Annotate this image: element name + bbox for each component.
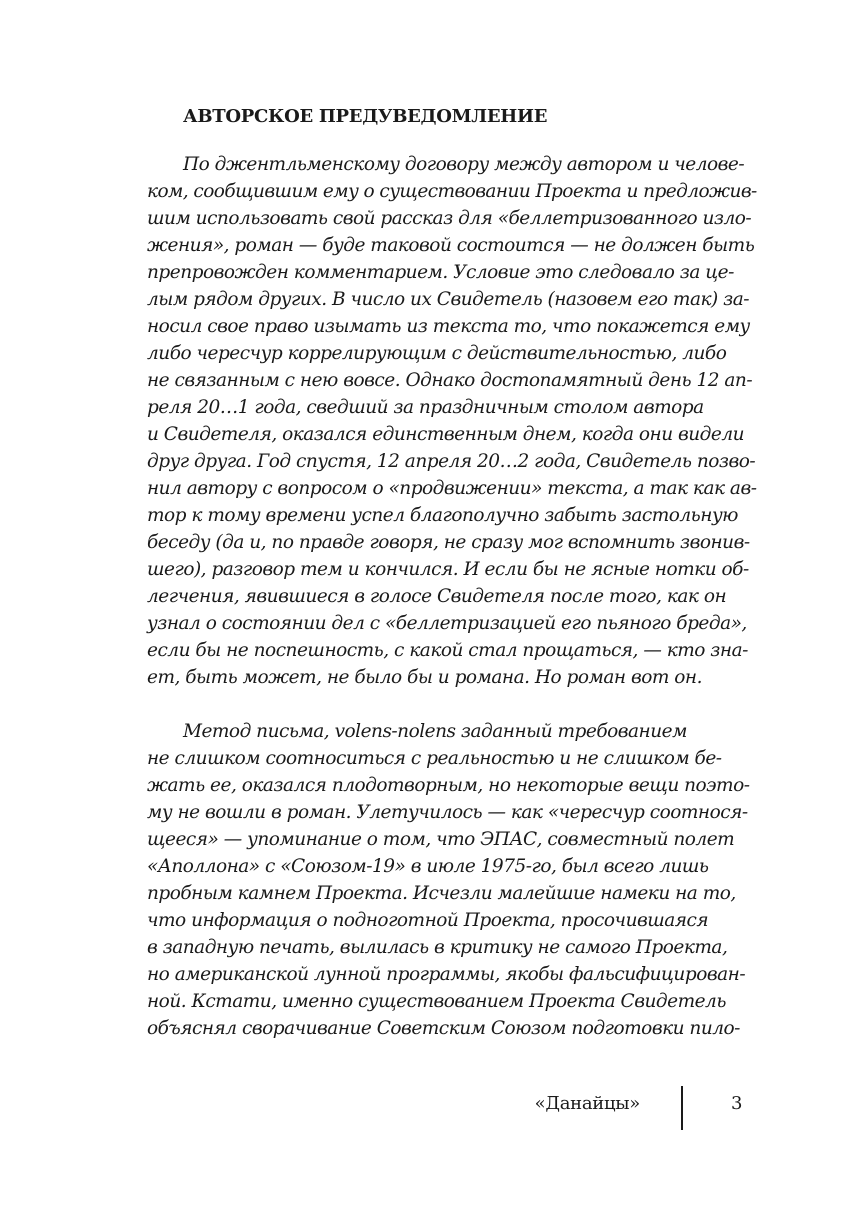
text-line: жать ее, оказался плодотворным, но некоторые вещи поэто- (147, 775, 750, 796)
text-line: беседу (да и, по правде говоря, не сразу мог вспомнить звонив- (147, 532, 750, 553)
paragraph-1 (147, 151, 757, 691)
text-line: носил свое право изымать из текста то, что покажется ему (147, 316, 750, 337)
text-line: реля 20…1 года, сведший за праздничным столом автора (147, 397, 704, 418)
page-number: 3 (731, 1093, 743, 1114)
text-line: узнал о состоянии дел с «беллетризацией его пьяного бреда», (147, 613, 747, 634)
text-line: если бы не поспешность, с какой стал прощаться, — кто зна- (147, 640, 748, 661)
text-line: и Свидетеля, оказался единственным днем, когда они видели (147, 424, 745, 445)
text-line: либо чересчур коррелирующим с действительностью, либо (147, 343, 727, 364)
text-line: но американской лунной программы, якобы фальсифицирован- (147, 964, 746, 985)
text-line: «Аполлона» с «Союзом-19» в июле 1975-го, был всего лишь (147, 856, 709, 877)
text-line: му не вошли в роман. Улетучилось — как «чересчур соотнося- (147, 802, 748, 823)
text-line: пробным камнем Проекта. Исчезли малейшие намеки на то, (147, 883, 736, 904)
text-line: щееся» — упоминание о том, что ЭПАС, совместный полет (147, 829, 735, 850)
text-line: друг друга. Год спустя, 12 апреля 20…2 года, Свидетель позво- (147, 451, 756, 472)
text-line: жения», роман — буде таковой состоится — не должен быть (147, 235, 755, 256)
text-line: что информация о подноготной Проекта, просочившаяся (147, 910, 709, 931)
section-heading: АВТОРСКОЕ ПРЕДУВЕДОМЛЕНИЕ (183, 106, 548, 127)
text-line: в западную печать, вылилась в критику не самого Проекта, (147, 937, 728, 958)
running-title: «Данайцы» (534, 1093, 640, 1114)
text-line: ет, быть может, не было бы и романа. Но роман вот он. (147, 667, 702, 688)
text-line: объяснял сворачивание Советским Союзом подготовки пило- (147, 1018, 740, 1039)
text-line: Метод письма, volens-nolens заданный требованием (183, 721, 687, 742)
footer-divider (681, 1086, 683, 1130)
text-line: По джентльменскому договору между автором и челове- (183, 154, 745, 175)
text-line: препровожден комментарием. Условие это следовало за це- (147, 262, 734, 283)
text-line: шего), разговор тем и кончился. И если бы не ясные нотки об- (147, 559, 749, 580)
text-line: не слишком соотноситься с реальностью и не слишком бе- (147, 748, 722, 769)
text-line: ной. Кстати, именно существованием Проекта Свидетель (147, 991, 726, 1012)
text-line: лым рядом других. В число их Свидетель (назовем его так) за- (147, 289, 750, 310)
text-line: нил автору с вопросом о «продвижении» текста, а так как ав- (147, 478, 757, 499)
paragraph-2 (147, 718, 757, 1042)
text-line: ком, сообщившим ему о существовании Проекта и предложив- (147, 181, 757, 202)
text-line: не связанным с нею вовсе. Однако достопамятный день 12 ап- (147, 370, 753, 391)
text-line: легчения, явившиеся в голосе Свидетеля после того, как он (147, 586, 727, 607)
text-line: шим использовать свой рассказ для «беллетризованного изло- (147, 208, 752, 229)
text-line: тор к тому времени успел благополучно забыть застольную (147, 505, 738, 526)
